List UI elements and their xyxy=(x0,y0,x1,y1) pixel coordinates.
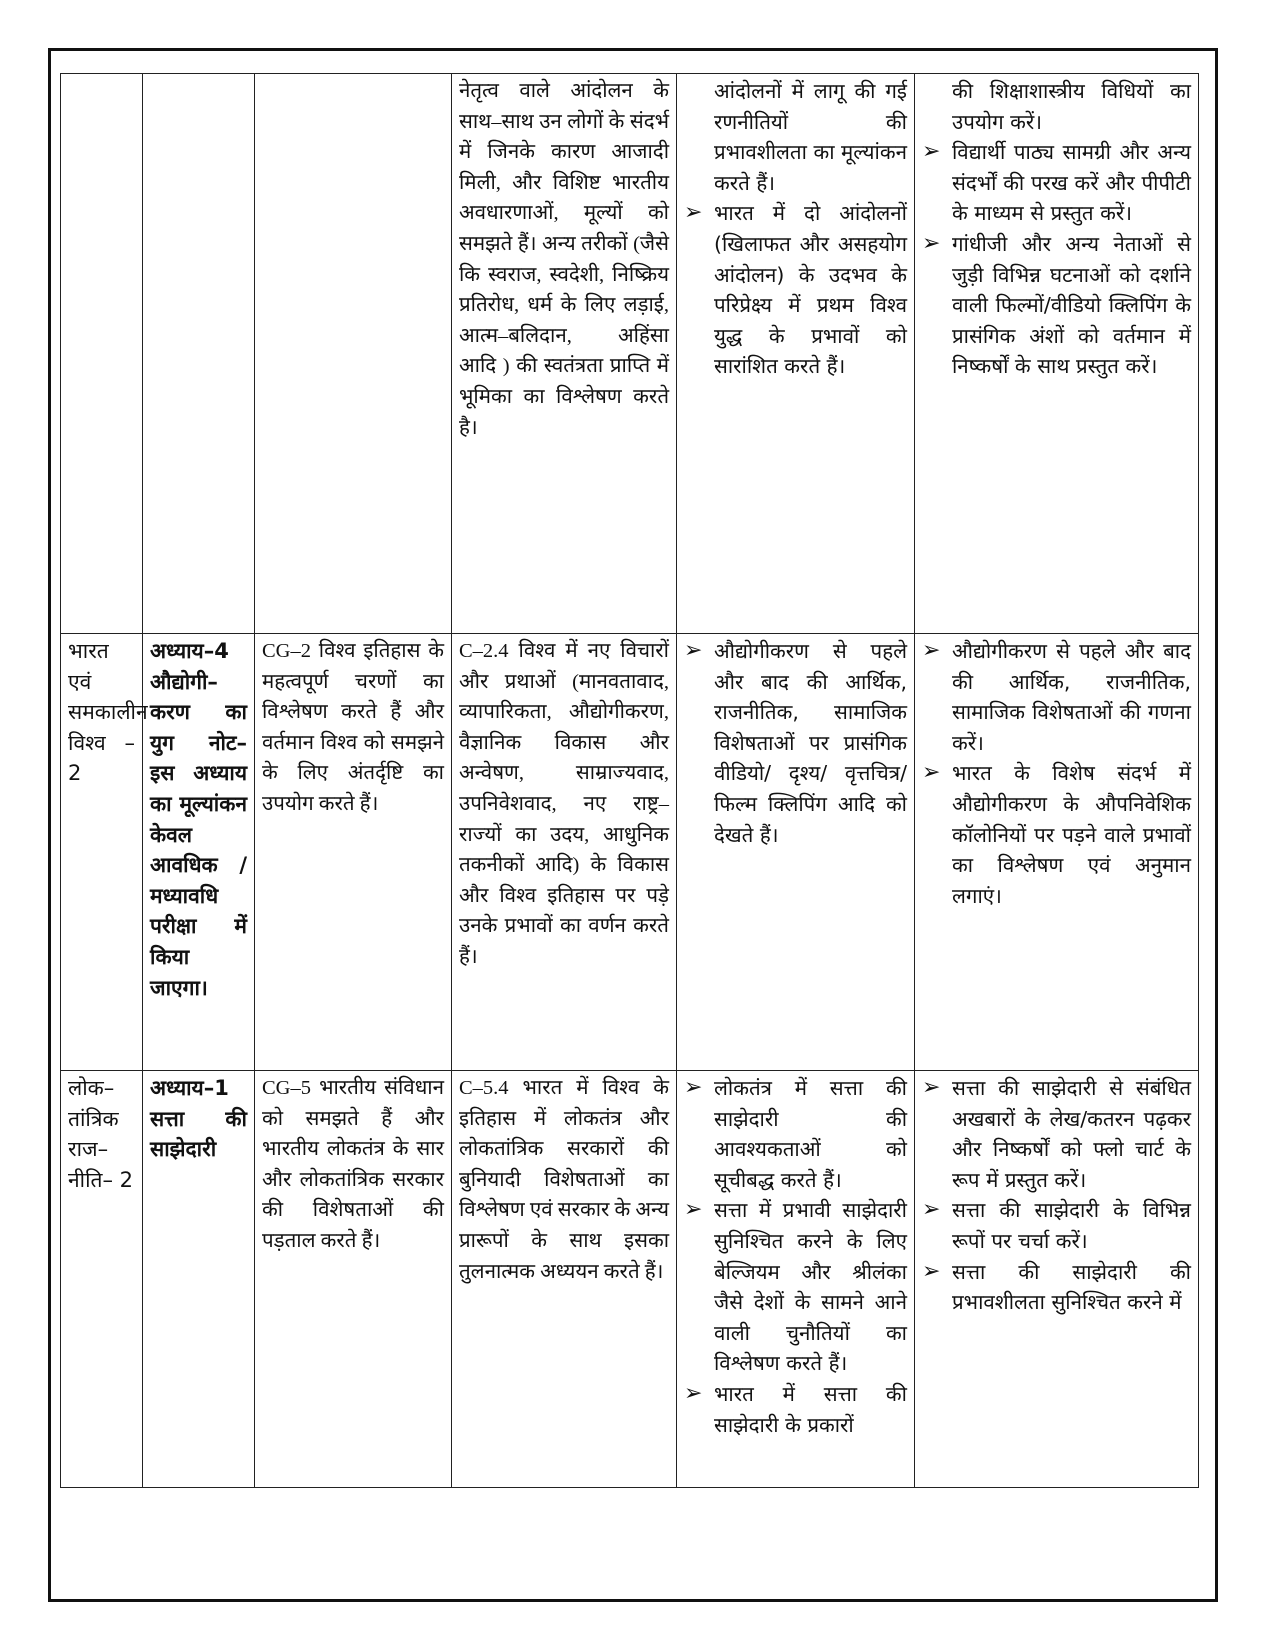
unit-cell xyxy=(61,74,143,634)
learning-outcomes-cell xyxy=(677,74,915,634)
bullet-text: लोकतंत्र में सत्ता की साझेदारी की आवश्यकताओं को सूचीबद्ध करते हैं। xyxy=(714,1076,907,1192)
competency-cell: नेतृत्व वाले आंदोलन के साथ–साथ उन लोगों के संदर्भ में जिनके कारण आजादी मिली, और विशिष्ट भारतीय अवधारणाओं, मूल्यों को समझते हैं। अन्य तरीकों (जैसे कि स्वराज, स्वदेशी, निष्क्रिय प्रतिरोध, धर्म के लिए लड़ाई, आत्म–बलिदान, अहिंसा आदि ) की स्वतंत्रता प्राप्ति में भूमिका का विश्लेषण करते है। xyxy=(452,74,677,634)
bullet-text: सत्ता की साझेदारी के विभिन्न रूपों पर चर्चा करें। xyxy=(952,1198,1191,1253)
bullet-text: भारत में दो आंदोलनों (खिलाफत और असहयोग आंदोलन) के उदभव के परिप्रेक्ष्य में प्रथम विश्व युद्ध के प्रभावों को सारांशित करते हैं। xyxy=(714,201,907,379)
bullet-text: विद्यार्थी पाठ्य सामग्री और अन्य संदर्भों की परख करें और पीपीटी के माध्यम से प्रस्तुत करें। xyxy=(952,140,1191,226)
bullet-text: गांधीजी और अन्य नेताओं से जुड़ी विभिन्न घटनाओं को दर्शाने वाली फिल्मों/वीडियो क्लिपिंग के प्रासंगिक अंशों को वर्तमान में निष्कर्षों के साथ प्रस्तुत करें। xyxy=(952,231,1191,379)
table-row xyxy=(61,634,1199,1071)
activities-cell xyxy=(915,634,1199,1071)
bullet-text: औद्योगीकरण से पहले और बाद की आर्थिक, राजनीतिक, सामाजिक विशेषताओं पर प्रासंगिक वीडियो/ दृश्य/ वृत्तचित्र/फिल्म क्लिपिंग आदि को देखते हैं। xyxy=(714,639,907,847)
arrow-bullet-icon: ➢ xyxy=(684,638,703,663)
bullet-list xyxy=(922,1073,1191,1318)
bullet-item xyxy=(922,636,1191,758)
chapter-cell: अध्याय–1 सत्ता की साझेदारी xyxy=(143,1071,255,1488)
arrow-bullet-icon: ➢ xyxy=(684,1075,703,1100)
competency-cell: C–5.4 भारत में विश्व के इतिहास में लोकतंत्र और लोकतांत्रिक सरकारों की बुनियादी विशेषताओं का विश्लेषण एवं सरकार के अन्य प्रारूपों के साथ इसका तुलनात्मक अध्ययन करते हैं। xyxy=(452,1071,677,1488)
curricular-goal-cell: CG–5 भारतीय संविधान को समझते हैं और भारतीय लोकतंत्र के सार और लोकतांत्रिक सरकार की विशेषताओं की पड़ताल करते हैं। xyxy=(255,1071,452,1488)
bullet-list xyxy=(684,636,907,850)
arrow-bullet-icon: ➢ xyxy=(684,1380,703,1406)
bullet-item xyxy=(922,1257,1191,1318)
bullet-text: सत्ता में प्रभावी साझेदारी सुनिश्चित करने के लिए बेल्जियम और श्रीलंका जैसे देशों के सामने आने वाली चुनौतियों का विश्लेषण करते हैं। xyxy=(714,1198,907,1376)
curricular-goal-cell xyxy=(255,74,452,634)
chapter-cell xyxy=(143,74,255,634)
arrow-bullet-icon: ➢ xyxy=(922,1197,941,1223)
bullet-item xyxy=(684,1195,907,1379)
arrow-bullet-icon: ➢ xyxy=(922,139,941,165)
learning-outcomes-cell xyxy=(677,634,915,1071)
bullet-list xyxy=(684,198,907,382)
unit-cell: लोक– तांत्रिक राज– नीति– 2 xyxy=(61,1071,143,1488)
chapter-cell: अध्याय–4 औद्योगी–करण का युग नोट– इस अध्याय का मूल्यांकन केवल आवधिक / मध्यावधि परीक्षा में किया जाएगा। xyxy=(143,634,255,1071)
bullet-text: भारत के विशेष संदर्भ में औद्योगीकरण के औपनिवेशिक कॉलोनियों पर पड़ने वाले प्रभावों का विश्लेषण एवं अनुमान लगाएं। xyxy=(952,761,1191,908)
bullet-item xyxy=(684,198,907,382)
arrow-bullet-icon: ➢ xyxy=(922,1258,941,1284)
bullet-list xyxy=(922,137,1191,382)
arrow-bullet-icon: ➢ xyxy=(684,1197,703,1223)
bullet-item xyxy=(684,1073,907,1195)
activities-cell xyxy=(915,1071,1199,1488)
bullet-item xyxy=(922,229,1191,382)
bullet-list xyxy=(922,636,1191,911)
bullet-item xyxy=(684,636,907,850)
continued-text: की शिक्षाशास्त्रीय विधियों का उपयोग करें। xyxy=(952,79,1191,134)
bullet-text: सत्ता की साझेदारी से संबंधित अखबारों के लेख/कतरन पढ़कर और निष्कर्षों को फ्लो चार्ट के रूप में प्रस्तुत करें। xyxy=(952,1076,1191,1192)
unit-cell: भारत एवं समकालीन विश्व – 2 xyxy=(61,634,143,1071)
bullet-item xyxy=(922,1073,1191,1195)
bullet-item xyxy=(922,758,1191,911)
arrow-bullet-icon: ➢ xyxy=(922,1075,941,1100)
arrow-bullet-icon: ➢ xyxy=(922,760,941,786)
table-row xyxy=(61,1071,1199,1488)
curricular-goal-cell: CG–2 विश्व इतिहास के महत्वपूर्ण चरणों का विश्लेषण करते हैं और वर्तमान विश्व को समझने के लिए अंतर्दृष्टि का उपयोग करते हैं। xyxy=(255,634,452,1071)
bullet-item xyxy=(922,137,1191,229)
table-row xyxy=(61,74,1199,634)
bullet-text: सत्ता की साझेदारी की प्रभावशीलता सुनिश्चित करने में xyxy=(952,1259,1191,1315)
continued-text: आंदोलनों में लागू की गई रणनीतियों की प्रभावशीलता का मूल्यांकन करते हैं। xyxy=(714,79,907,195)
competency-cell: C–2.4 विश्व में नए विचारों और प्रथाओं (मानवतावाद, व्यापारिकता, औद्योगीकरण, वैज्ञानिक विकास और अन्वेषण, साम्राज्यवाद, उपनिवेशवाद, नए राष्ट्र– राज्यों का उदय, आधुनिक तकनीकों आदि) के विकास और विश्व इतिहास पर पड़े उनके प्रभावों का वर्णन करते हैं। xyxy=(452,634,677,1071)
bullet-item xyxy=(684,1379,907,1440)
arrow-bullet-icon: ➢ xyxy=(922,638,941,663)
arrow-bullet-icon: ➢ xyxy=(922,230,941,256)
bullet-item xyxy=(922,1195,1191,1256)
activities-cell xyxy=(915,74,1199,634)
learning-outcomes-cell xyxy=(677,1071,915,1488)
arrow-bullet-icon: ➢ xyxy=(684,200,703,226)
bullet-text: औद्योगीकरण से पहले और बाद की आर्थिक, राजनीतिक, सामाजिक विशेषताओं की गणना करें। xyxy=(952,639,1191,755)
bullet-text: भारत में सत्ता की साझेदारी के प्रकारों xyxy=(714,1381,907,1437)
bullet-list xyxy=(684,1073,907,1440)
curriculum-table xyxy=(60,73,1199,1488)
